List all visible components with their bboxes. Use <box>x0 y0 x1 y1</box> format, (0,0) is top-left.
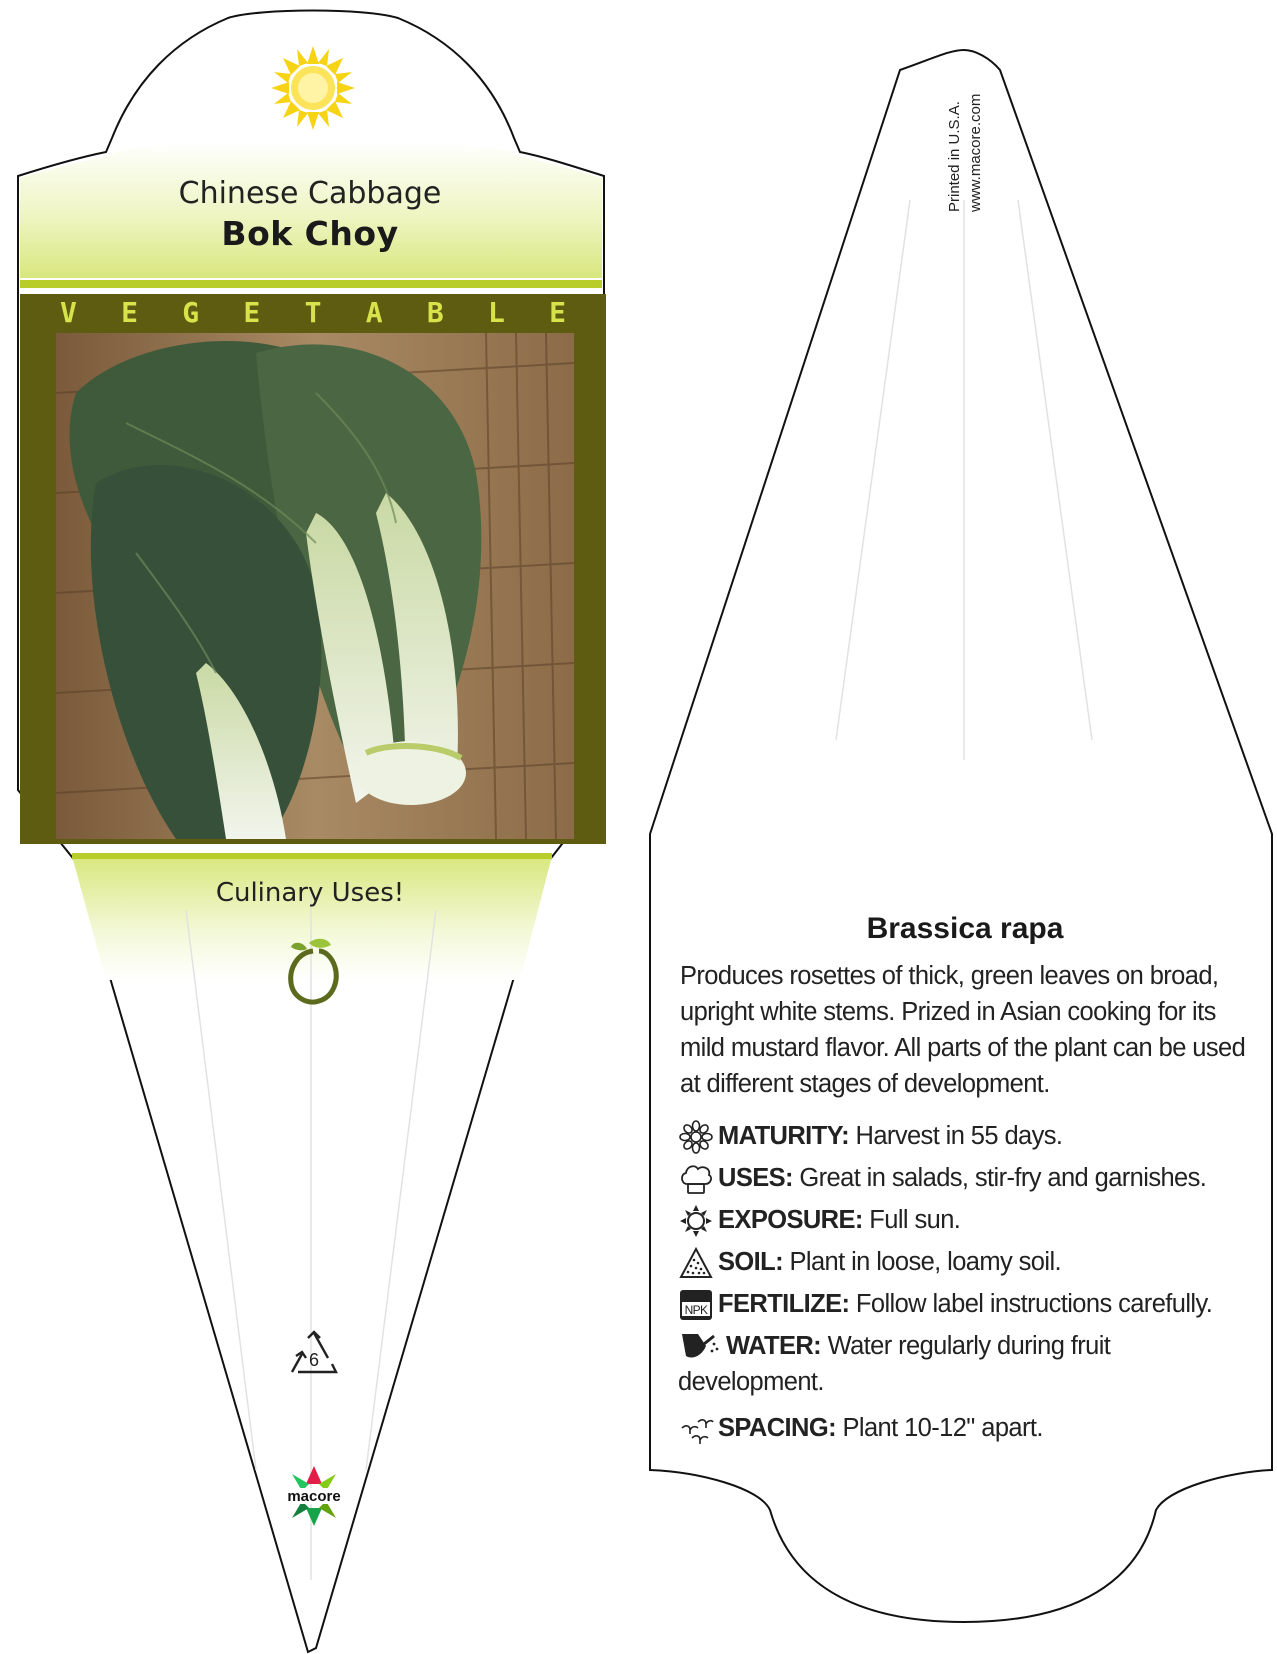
chef-hat-icon <box>678 1162 716 1196</box>
sun-icon <box>678 1204 716 1238</box>
spacing-row <box>678 1410 1268 1446</box>
category-letter: E <box>121 296 138 329</box>
seedlings-icon <box>678 1412 716 1446</box>
fertilize-row <box>678 1286 1268 1322</box>
full-sun-icon <box>271 46 355 130</box>
water-row <box>678 1328 1268 1364</box>
category-letter: T <box>304 296 322 329</box>
exposure-row <box>678 1202 1268 1238</box>
recycle-code: 6 <box>308 1350 320 1370</box>
plant-description: Produces rosettes of thick, green leaves on broad, upright white stems. Prized in Asian cooking for its mild mustard flavor. All parts of the plant can be used at different stages of development. <box>680 962 1246 1098</box>
water-label: WATER: <box>726 1332 822 1360</box>
category-letter: V <box>60 296 77 329</box>
category-letter: E <box>243 296 261 329</box>
website: www.macore.com <box>967 93 984 212</box>
npk-icon <box>678 1288 716 1322</box>
soil-row <box>678 1244 1268 1280</box>
category-letter: B <box>426 296 444 329</box>
uses-label: USES: <box>718 1164 793 1192</box>
fertilize-text: Follow label instructions carefully. <box>849 1290 1213 1318</box>
recycle-6-icon <box>288 1330 340 1382</box>
watering-can-icon <box>678 1330 724 1364</box>
exposure-text: Full sun. <box>862 1206 961 1234</box>
printed-credit <box>939 50 999 215</box>
category-label <box>20 296 606 330</box>
header-divider-stripe <box>20 280 602 288</box>
common-name: Chinese Cabbage <box>178 176 442 211</box>
brand-name: macore <box>287 1488 341 1505</box>
culinary-uses-text: Culinary Uses! <box>215 878 405 908</box>
fertilize-label: FERTILIZE: <box>718 1290 850 1318</box>
category-letter: E <box>549 296 566 329</box>
exposure-label: EXPOSURE: <box>718 1206 863 1234</box>
soil-icon <box>678 1246 716 1280</box>
category-letter: A <box>365 296 383 329</box>
variety-name: Bok Choy <box>221 214 399 253</box>
maturity-text: Harvest in 55 days. <box>849 1122 1063 1150</box>
category-letter: G <box>182 296 200 329</box>
maturity-label: MATURITY: <box>718 1122 850 1150</box>
botanical-name: Brassica rapa <box>866 912 1064 945</box>
macore-logo <box>268 1462 360 1532</box>
edible-plant-icon <box>285 935 341 1007</box>
soil-text: Plant in loose, loamy soil. <box>783 1248 1062 1276</box>
maturity-row <box>678 1118 1268 1154</box>
spacing-label: SPACING: <box>718 1414 836 1442</box>
printed-in: Printed in U.S.A. <box>946 101 963 212</box>
water-text: Water regularly during fruit <box>821 1332 1111 1360</box>
flower-icon <box>678 1120 716 1154</box>
soil-label: SOIL: <box>718 1248 783 1276</box>
uses-text: Great in salads, stir-fry and garnishes. <box>792 1164 1207 1192</box>
category-letter: L <box>487 296 505 329</box>
plant-photo <box>56 333 574 839</box>
uses-row <box>678 1160 1268 1196</box>
spacing-text: Plant 10-12" apart. <box>835 1414 1043 1442</box>
npk-text: NPK <box>684 1303 708 1318</box>
water-text-continuation: development. <box>678 1368 824 1396</box>
